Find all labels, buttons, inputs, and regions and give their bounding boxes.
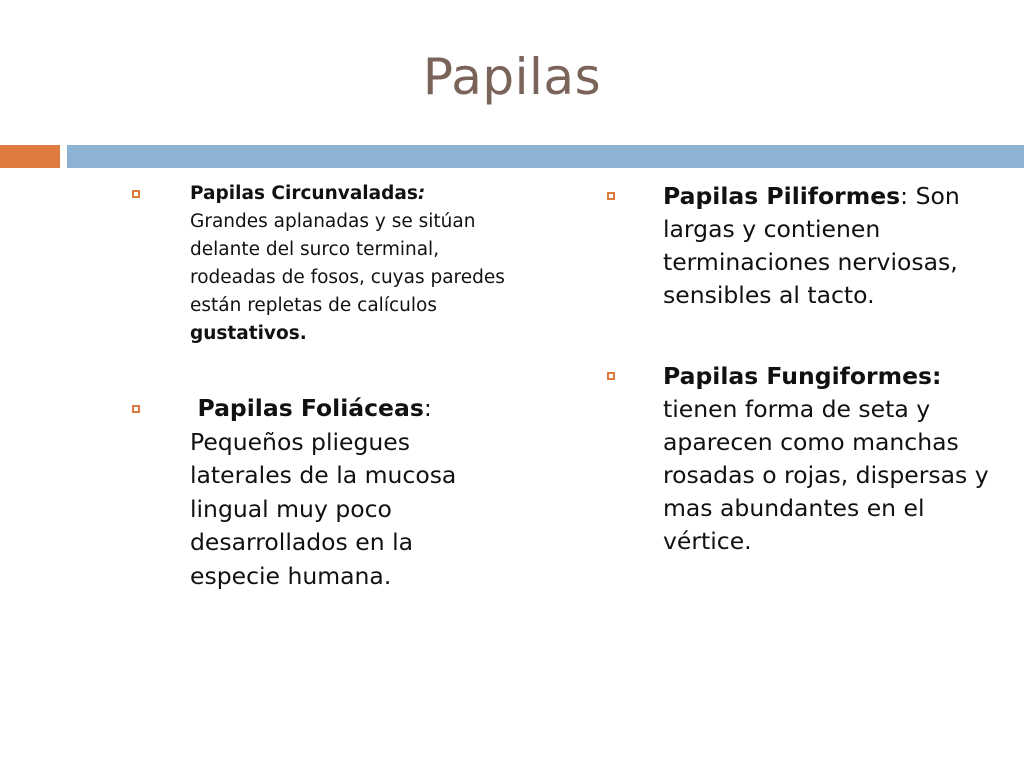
square-bullet-icon: [132, 405, 140, 413]
bullet-papilas-circunvaladas: [128, 180, 508, 348]
bullet-term-punct: :: [417, 183, 426, 204]
right-column: [603, 180, 993, 558]
accent-bar-orange: [0, 145, 60, 168]
bullet-description: Grandes aplanadas y se sitúan delante del surco terminal, rodeadas de fosos, cuyas paredes están repletas de calículos: [190, 211, 505, 316]
square-bullet-icon: [132, 190, 140, 198]
bullet-description-bold: gustativos.: [190, 323, 307, 344]
bullet-term-punct: :: [423, 394, 432, 422]
bullet-papilas-piliformes: [603, 180, 993, 312]
accent-bar-blue: [67, 145, 1024, 168]
slide-title: Papilas: [422, 48, 602, 106]
bullet-description: Son largas y contienen terminaciones nerviosas, sensibles al tacto.: [663, 182, 960, 309]
square-bullet-icon: [607, 192, 615, 200]
bullet-term: Papilas Foliáceas: [197, 394, 424, 422]
bullet-description: Pequeños pliegues laterales de la mucosa lingual muy poco desarrollados en la especie humana.: [190, 427, 457, 590]
bullet-term: Papilas Fungiformes:: [663, 362, 942, 390]
bullet-description: tienen forma de seta y aparecen como manchas rosadas o rojas, dispersas y mas abundantes en el vértice.: [663, 395, 989, 555]
bullet-papilas-fungiformes: [603, 360, 993, 558]
bullet-term-punct: :: [900, 182, 909, 210]
bullet-term: Papilas Piliformes: [663, 182, 901, 210]
square-bullet-icon: [607, 372, 615, 380]
bullet-term: Papilas Circunvaladas: [190, 183, 418, 204]
left-column: [128, 180, 508, 593]
bullet-papilas-foliaceas: [128, 392, 508, 593]
